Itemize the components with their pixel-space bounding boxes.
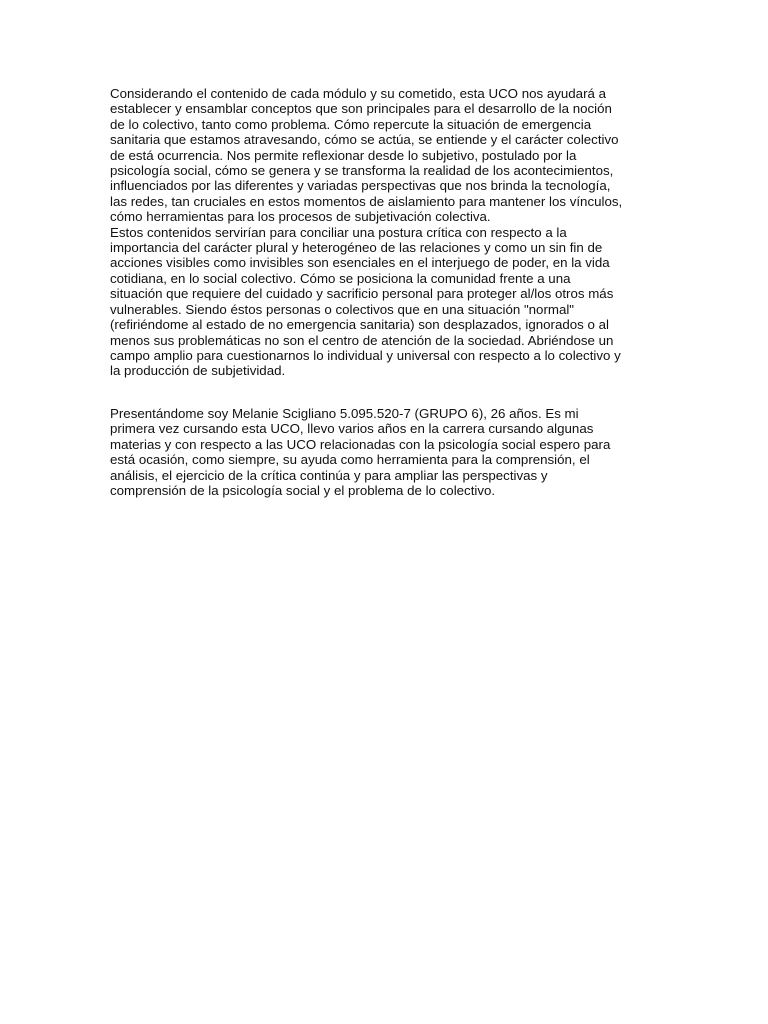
paragraph-line: Estos contenidos servirían para conciliar una postura crítica con respecto a la [110,224,567,240]
paragraph-line: campo amplio para cuestionarnos lo individual y universal con respecto a lo colectivo y [110,347,621,363]
paragraph-line: la producción de subjetividad. [110,363,286,379]
paragraph-line: psicología social, cómo se genera y se transforma la realidad de los acontecimientos, [110,163,614,179]
paragraph-line: está ocasión, como siempre, su ayuda como herramienta para la comprensión, el [110,452,590,468]
paragraph-line: cotidiana, en lo social colectivo. Cómo se posiciona la comunidad frente a una [110,270,571,286]
paragraph-line: comprensión de la psicología social y el problema de lo colectivo. [110,483,496,499]
paragraph-line: Presentándome soy Melanie Scigliano 5.095.520-7 (GRUPO 6), 26 años. Es mi [110,406,579,421]
paragraph-line: importancia del carácter plural y heterogéneo de las relaciones y como un sin fin de [110,240,603,256]
presentation-paragraph [110,406,662,498]
paragraph-line: primera vez cursando esta UCO, llevo varios años en la carrera cursando algunas [110,421,594,437]
paragraph-line: de lo colectivo, tanto como problema. Cómo repercute la situación de emergencia [110,116,592,132]
paragraph-line: (refiriéndome al estado de no emergencia sanitaria) son desplazados, ignorados o al [110,317,609,333]
paragraph-line: sanitaria que estamos atravesando, cómo se actúa, se entiende y el carácter colectivo [110,132,619,148]
paragraph-line: influenciados por las diferentes y variadas perspectivas que nos brinda la tecnología, [110,178,611,194]
paragraph-line: las redes, tan cruciales en estos momentos de aislamiento para mantener los vínculos, [110,193,623,209]
paragraph-line: análisis, el ejercicio de la crítica continúa y para ampliar las perspectivas y [110,467,548,483]
paragraph-line: de está ocurrencia. Nos permite reflexionar desde lo subjetivo, postulado por la [110,147,577,163]
paragraph-line: materias y con respecto a las UCO relacionadas con la psicología social espero para [110,436,611,452]
intro-paragraph [110,86,662,379]
paragraph-line: cómo herramientas para los procesos de subjetivación colectiva. [110,209,491,225]
paragraph-line: acciones visibles como invisibles son esenciales en el interjuego de poder, en la vida [110,255,610,271]
paragraph-line: situación que requiere del cuidado y sacrificio personal para proteger al/los otros más [110,286,614,302]
paragraph-line: vulnerables. Siendo éstos personas o colectivos que en una situación "normal" [110,301,575,317]
paragraph-line: establecer y ensamblar conceptos que son principales para el desarrollo de la noción [110,101,612,117]
paragraph-line: menos sus problemáticas no son el centro de atención de la sociedad. Abriéndose un [110,332,614,348]
paragraph-line: Considerando el contenido de cada módulo y su cometido, esta UCO nos ayudará a [110,86,606,101]
